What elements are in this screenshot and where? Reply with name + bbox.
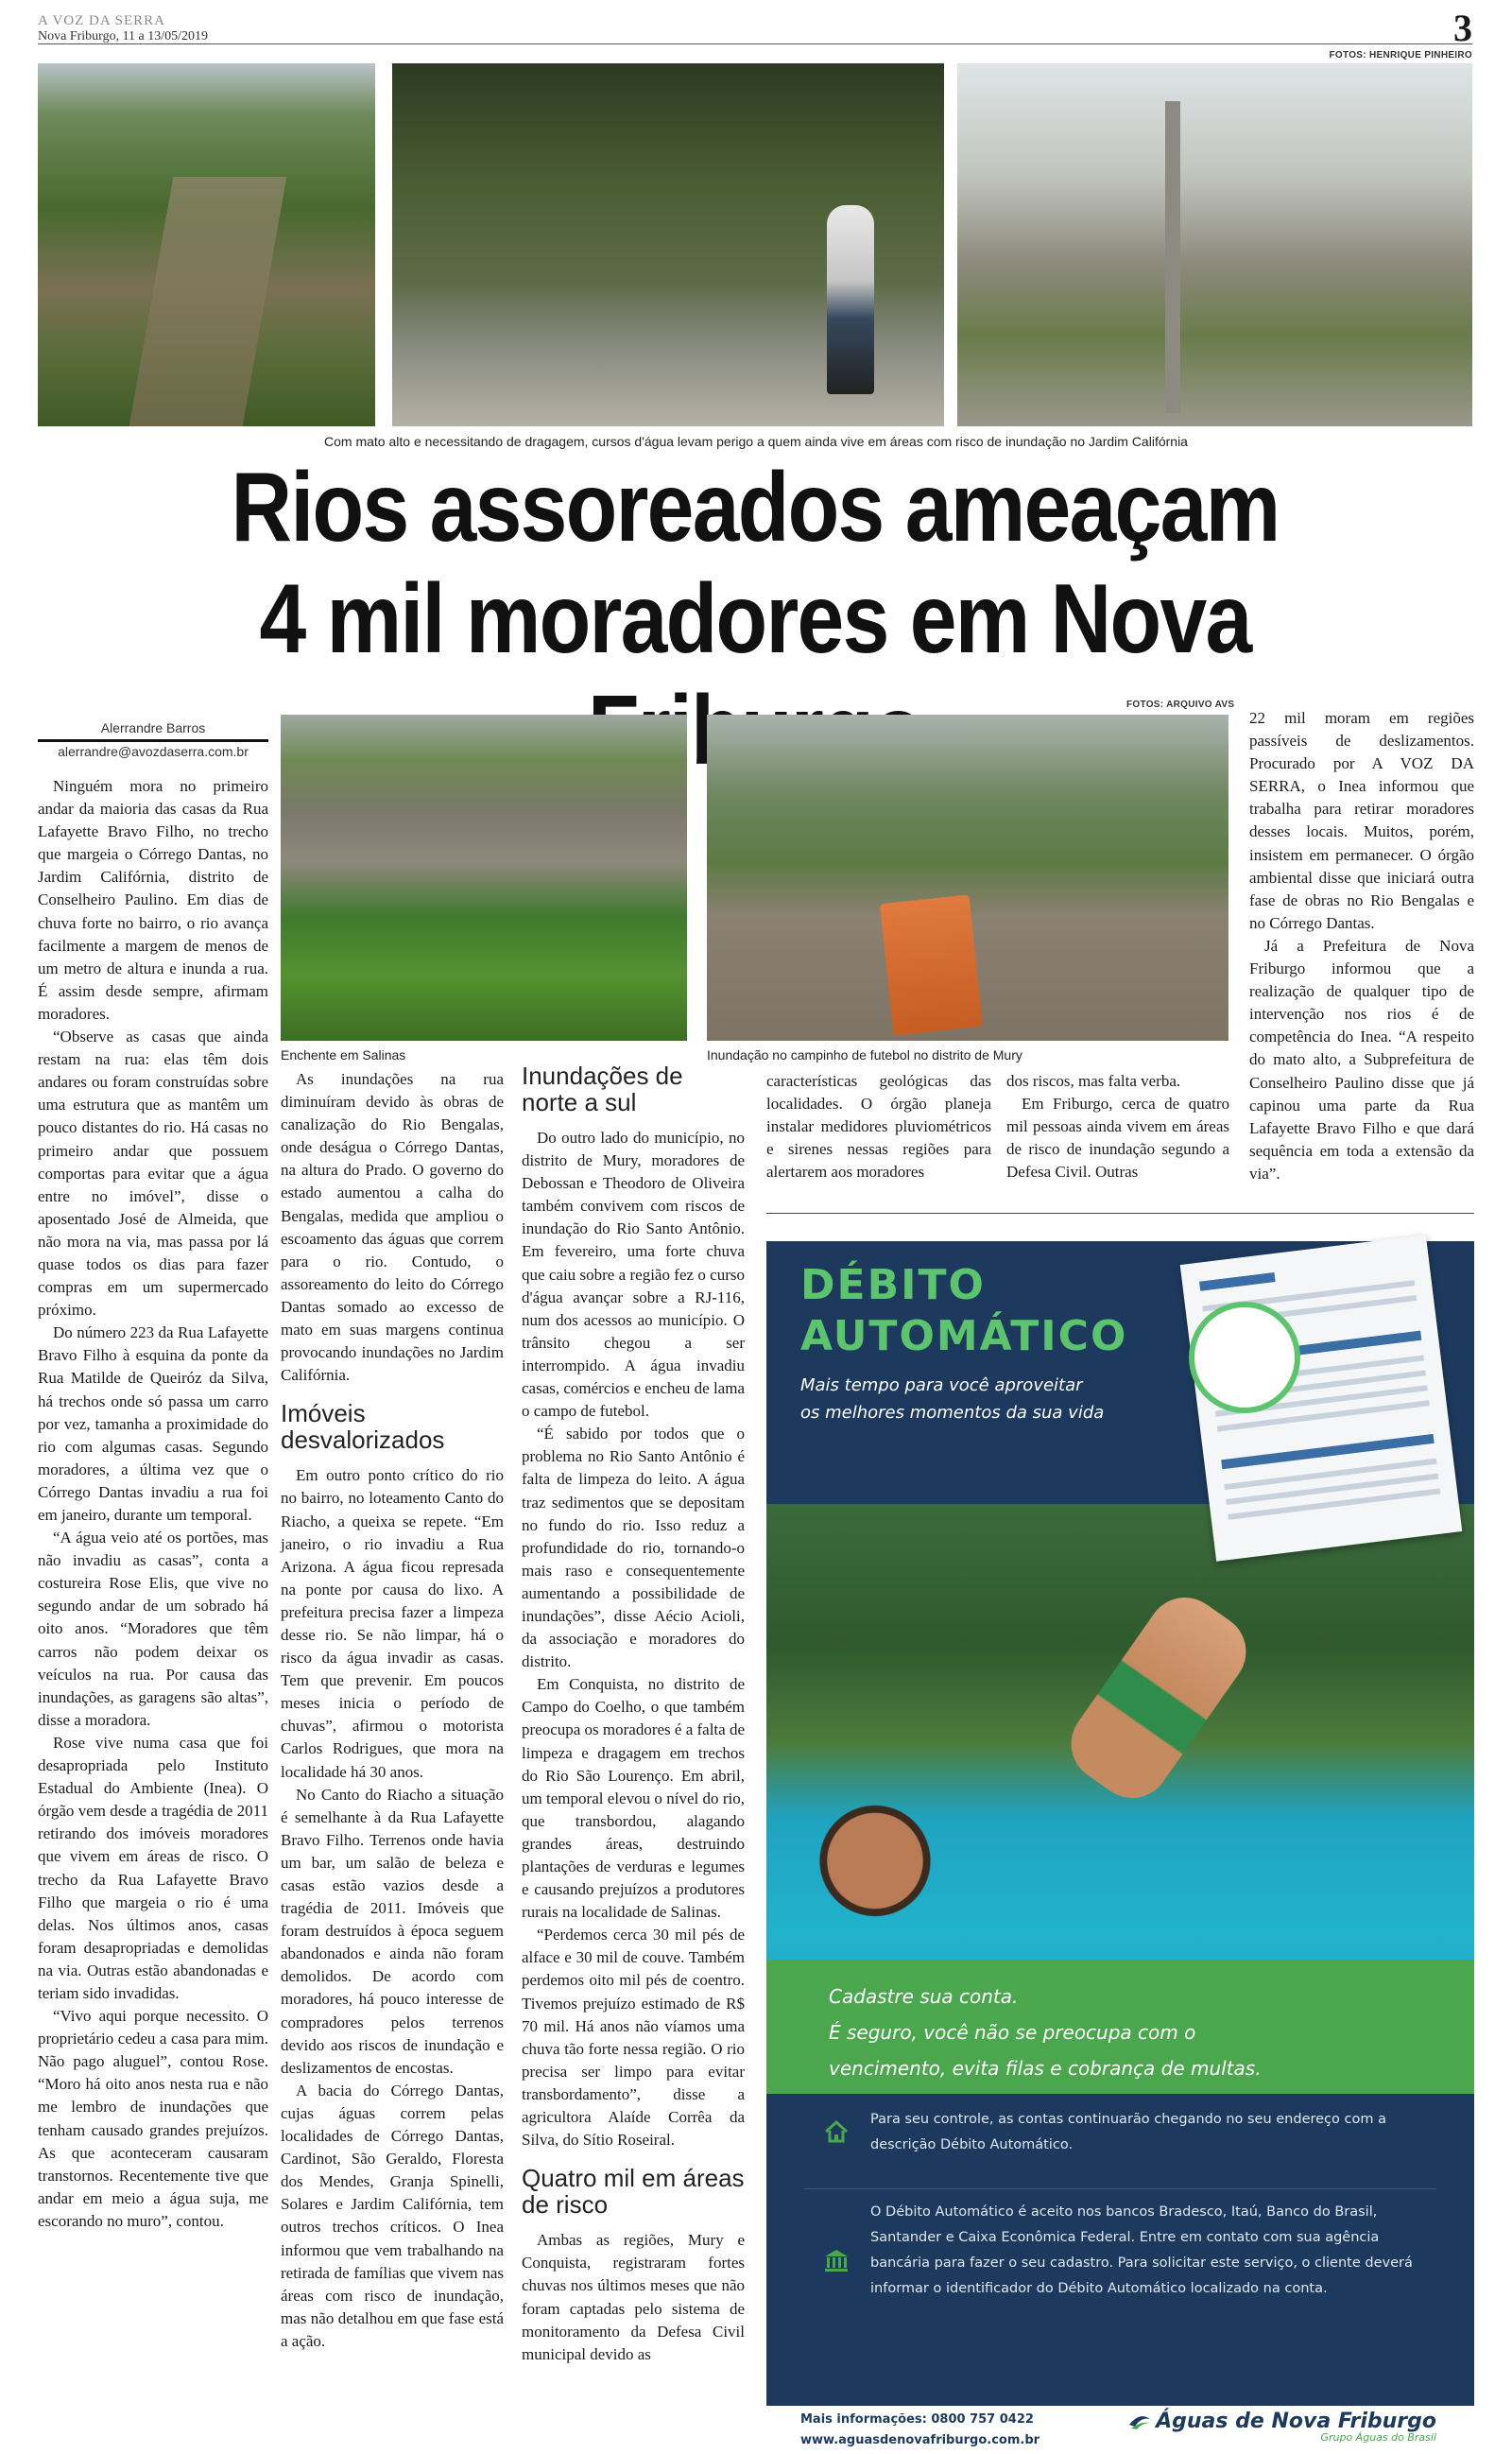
ad-info-1: Para seu controle, as contas continuarão chegando no seu endereço com a descrição Débito Automático. [870,2112,1386,2152]
dateline: Nova Friburgo, 11 a 13/05/2019 [38,29,209,43]
header-rule [38,43,1472,44]
newspaper-name: A VOZ DA SERRA [38,13,165,28]
advertisement-debito-automatico[interactable] [766,1241,1474,2454]
brand-logo [1127,2410,1436,2444]
paragraph: 22 mil moram em regiões passíveis de deslizamentos. Procurado por A VOZ DA SERRA, o Inea informou que trabalha para retirar moradores desses locais. Muitos, porém, insistem em permanecer. O órgão ambiental disse que iniciará outra fase de obras no Rio Bengalas e no Córrego Dantas. [1249,709,1474,932]
paragraph: características geológicas das localidades. O órgão planeja instalar medidores pluviométricos e sirenes nessas regiões para alertarem aos moradores [766,1072,991,1182]
house-icon [823,2118,850,2145]
page-number: 3 [1453,7,1472,49]
photo-riverbank-pedestrian [392,63,944,426]
paragraph: “Observe as casas que ainda restam na rua: elas têm dois andares ou foram construídas sobre uma estrutura que as mantêm um pouco distantes do rio. Há casas no primeiro andar que possuem comportas para evitar que a água entre no imóvel”, disse o aposentado José de Almeida, que não mora na via, mas passa por lá quase todos os dias para fazer compras em um supermercado próximo. [38,1028,268,1320]
ad-subtitle-line-2: os melhores momentos da sua vida [800,1403,1105,1423]
ad-info-panel [766,2094,1474,2406]
brand-group: Grupo Águas do Brasil [1320,2431,1436,2444]
paragraph: Ambas as regiões, Mury e Conquista, registraram fortes chuvas nos últimos meses que não foram captadas pelo sistema de monitoramento da Defesa Civil municipal devido as [522,2231,745,2363]
top-photo-caption: Com mato alto e necessitando de dragagem, cursos d'água levam perigo a quem ainda vive em áreas com risco de inundação no Jardim Califórnia [324,434,1188,449]
bank-icon [823,2247,850,2273]
page-header [38,13,208,44]
ad-title-line-2: AUTOMÁTICO [800,1312,1128,1360]
author-name: Alerrandre Barros [100,720,206,735]
paragraph: Em Friburgo, cerca de quatro mil pessoas ainda vivem em áreas de risco de inundação segundo a Defesa Civil. Outras [1006,1095,1229,1182]
ad-magnifier-circle [1189,1302,1300,1413]
paragraph: “Vivo aqui porque necessito. O proprietário cedeu a casa para mim. Não pago aluguel”, contou Rose. “Moro há oito anos nesta rua e não me lembro de inundações que tenham causado grandes prejuízos. As que aconteceram causaram transtornos. Recentemente tive que andar em meio a água suja, me escorando no muro”, contou. [38,2007,268,2230]
paragraph: Do outro lado do município, no distrito de Mury, moradores de Debossan e Theodoro de Oliveira também convivem com riscos de inundação do Rio Santo Antônio. Em fevereiro, uma forte chuva que caiu sobre a região fez o curso d'água avançar sobre a RJ-116, num dos acessos ao município. O trânsito chegou a ser interrompido. A água invadiu casas, comércios e encheu de lama o campo de futebol. [522,1129,745,1421]
article-column-4 [766,1070,991,1184]
paragraph: As inundações na rua diminuíram devido às obras de canalização do Rio Bengalas, onde deságua o Córrego Dantas, na altura do Prado. O governo do estado aumentou a calha do Bengalas, medida que ampliou o escoamento das águas que correm para o rio. Contudo, o assoreamento do leito do Córrego Dantas somado ao excesso de mato em suas margens continua provocando inundações no Jardim Califórnia. [281,1070,504,1385]
ad-subtitle-line-1: Mais tempo para você aproveitar [800,1375,1083,1395]
paragraph: “É sabido por todos que o problema no Rio Santo Antônio é falta de limpeza do leito. A água traz sedimentos que se depositam no fundo do rio. Isso reduz a profundidade do rio, tornando-o mais raso e consequentemente aumentando a possibilidade de inundações”, disse Aécio Acioli, da associação e moradores do distrito. [522,1425,745,1671]
paragraph: dos riscos, mas falta verba. [1006,1072,1181,1090]
paragraph: Em outro ponto crítico do rio no bairro, no loteamento Canto do Riacho, a queixa se repete. “Em janeiro, o rio invadiu a Rua Arizona. A água ficou represada na ponte por causa do lixo. A prefeitura precisa fazer a limpeza desse rio. Se não limpar, há o risco da água invadir as casas. Tem que prevenir. Em poucos meses inicia o período de chuvas”, afirmou o motorista Carlos Rodrigues, que mora na localidade há 30 anos. [281,1466,504,1781]
ad-title-line-1: DÉBITO [800,1261,986,1309]
headline-line-1: Rios assoreados ameaçam [231,453,1280,562]
ad-info-2: O Débito Automático é aceito nos bancos Bradesco, Itaú, Banco do Brasil, Santander e Caixa Econômica Federal. Entre em contato com sua agência bancária para fazer o seu cadastro. Para solicitar este serviço, o cliente deverá informar o identificador do Débito Automático localizado na conta. [870,2204,1413,2296]
ad-green-text [829,1979,1262,2086]
ad-subtitle [800,1372,1104,1426]
ad-top-rule [766,1213,1474,1214]
ad-separator [804,2188,1436,2189]
photo-salinas-flood [281,715,687,1041]
ad-green-line-1: Cadastre sua conta. [829,1985,1019,2008]
paragraph: Em Conquista, no distrito de Campo do Coelho, o que também preocupa os moradores é a falta de limpeza e dragagem em trechos do Rio São Lourenço. Em abril, um temporal elevou o nível do rio, que transbordou, alagando grandes áreas, destruindo plantações de verduras e legumes e causando prejuízos a produtores rurais na localidade de Salinas. [522,1675,745,1922]
photo-overgrown-stream [38,63,375,426]
paragraph: Do número 223 da Rua Lafayette Bravo Filho à esquina da ponte da Rua Matilde de Queiróz da Silva, há trechos onde só passa um carro por vez, tamanha a proximidade do rio com algumas casas. Segundo moradores, a última vez que o Córrego Dantas invadiu a rua foi em janeiro, durante um temporal. [38,1323,268,1524]
caption-salinas: Enchente em Salinas [281,1047,406,1063]
ad-green-line-2: É seguro, você não se preocupa com o [829,2021,1196,2044]
paragraph: Rose vive numa casa que foi desapropriada pelo Instituto Estadual do Ambiente (Inea). O órgão vem desde a tragédia de 2011 retirando dos imóveis moradores que vivem em áreas de risco. O trecho da Rua Lafayette Bravo Filho que margeia o rio é uma delas. Nos últimos anos, casas foram desapropriadas e demolidas na via. Outras estão abandonadas e teriam sido invadidas. [38,1733,268,2002]
subheading-inundacoes: Inundações de norte a sul [522,1062,683,1116]
paragraph: Ninguém mora no primeiro andar da maioria das casas da Rua Lafayette Bravo Filho, no trecho que margeia o Córrego Dantas, no Jardim Califórnia, distrito de Conselheiro Paulino. Em dias de chuva forte no bairro, o rio avança facilmente a margem de menos de um metro de altura e inunda a rua. É assim desde sempre, afirmam moradores. [38,777,268,1023]
paragraph: “Perdemos cerca 30 mil pés de alface e 30 mil de couve. Também perdemos oito mil pés de coentro. Tivemos prejuízo estimado de R$ 70 mil. Há anos não víamos uma chuva tão forte nessa região. O rio precisa ser limpo para evitar transbordamento”, disse a agricultora Alaíde Corrêa da Silva, do Sítio Roseiral. [522,1926,745,2150]
paragraph: No Canto do Riacho a situação é semelhante à da Rua Lafayette Bravo Filho. Terrenos onde havia um bar, um salão de beleza e casas estão vazios desde a tragédia de 2011. Imóveis que foram destruídos à época seguem abandonados e ainda não foram demolidos. De acordo com moradores, há pouco interesse de compradores pelos terrenos devido aos riscos de inundação e deslizamentos de encostas. [281,1785,504,2077]
ad-footer [766,2406,1474,2454]
subheading-imoveis: Imóveis desvalorizados [281,1399,445,1455]
headline-line-2: 4 mil moradores em Nova [259,564,1251,674]
paragraph: “A água veio até os portões, mas não invadiu as casas”, conta a costureira Rose Elis, que vive no segundo andar de um sobrado há oito anos. “Moradores que têm carros não podem deixar os veículos na rua. Por causa das inundações, as garagens são altas”, disse a moradora. [38,1529,268,1729]
paragraph: Já a Prefeitura de Nova Friburgo informou que a realização de qualquer tipo de intervenção nos rios é de competência do Inea. “A respeito do mato alto, a Subprefeitura de Conselheiro Paulino disse que já capinou uma parte da Rua Lafayette Bravo Filho e que dará sequência em toda a extensão da via”. [1249,936,1474,1183]
byline [38,718,268,761]
water-drop-logo-icon [1127,2411,1152,2430]
article-column-6 [1249,707,1474,1185]
photo-credit-mid: FOTOS: ARQUIVO AVS [1126,700,1235,710]
paragraph: A bacia do Córrego Dantas, cujas águas correm pelas localidades de Córrego Dantas, Cardinot, São Geraldo, Floresta dos Mendes, Granja Spinelli, Solares e Jardim Califórnia, tem outros trechos críticos. O Inea informou que vem trabalhando na retirada de famílias que vivem nas áreas com risco de inundação, mas não detalhou em que fase está a ação. [281,2081,504,2350]
photo-mury-flooded-field [707,715,1228,1041]
caption-mury: Inundação no campinho de futebol no distrito de Mury [707,1047,1022,1063]
ad-green-band [766,1960,1474,2094]
article-column-1 [38,775,268,2233]
brand-name: Águas de Nova Friburgo [1156,2410,1436,2433]
author-email[interactable]: alerrandre@avozdaserra.com.br [58,744,249,759]
subheading-quatro-mil: Quatro mil em áreas de risco [522,2164,745,2220]
ad-phone[interactable]: Mais informações: 0800 757 0422 [800,2412,1034,2427]
ad-green-line-3: vencimento, evita filas e cobrança de multas. [829,2057,1262,2080]
ad-website[interactable]: www.aguasdenovafriburgo.com.br [800,2433,1040,2447]
ad-contact [800,2410,1040,2451]
photo-street-abandoned-houses [957,63,1472,426]
photo-credit-top: FOTOS: HENRIQUE PINHEIRO [1329,50,1472,60]
ad-title [800,1260,1127,1362]
article-column-3 [522,1063,745,2366]
article-column-2 [281,1068,504,2353]
article-column-5 [1006,1070,1229,1184]
